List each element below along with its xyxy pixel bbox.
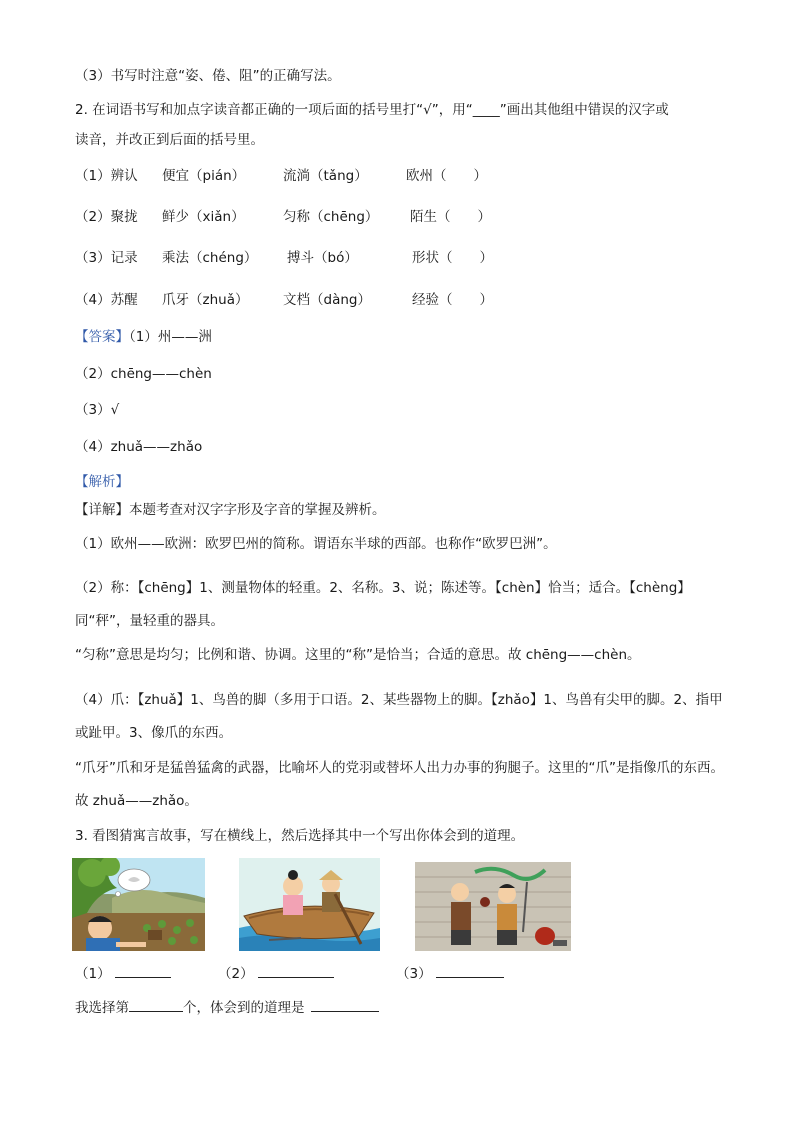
answer-blank-1[interactable] bbox=[115, 963, 171, 978]
row-number: （3）记录 bbox=[75, 250, 138, 266]
row-number: （1）辨认 bbox=[75, 168, 138, 184]
analysis-paragraph-3: “匀称”意思是均匀；比例和谐、协调。这里的“称”是恰当；合适的意思。故 chēng——chèn。 bbox=[75, 647, 641, 663]
q2-stem-line1: 2. 在词语书写和加点字读音都正确的一项后面的括号里打“√”，用“____”画出其他组中错误的汉字或 bbox=[75, 102, 669, 118]
illustration-spear-shield bbox=[415, 862, 571, 951]
row-answer-box: 形状（ ） bbox=[412, 250, 493, 266]
answer-2: （2）chēng——chèn bbox=[75, 366, 212, 382]
reason-blank[interactable] bbox=[311, 997, 379, 1012]
analysis-paragraph-4: （4）爪：【zhuǎ】1、鸟兽的脚（多用于口语。2、某些器物上的脚。【zhǎo】1、鸟兽有尖甲的脚。2、指甲或趾甲。3、像爪的东西。 bbox=[75, 692, 723, 741]
answer-blank-3[interactable] bbox=[436, 963, 504, 978]
row-number: （4）苏醒 bbox=[75, 292, 138, 308]
answer-4: （4）zhuǎ——zhǎo bbox=[75, 439, 203, 455]
answer-3: （3）√ bbox=[75, 402, 120, 418]
answer-1: （1）州——洲 bbox=[129, 329, 212, 345]
row-word: 匀称（chēng） bbox=[283, 209, 379, 225]
analysis-paragraph-2: （2）称：【chēng】1、测量物体的轻重。2、名称。3、说；陈述等。【chèn】恰当；适合。【chèng】同“秤”，量轻重的器具。 bbox=[75, 580, 691, 629]
analysis-paragraph-5: “爪牙”爪和牙是猛兽猛禽的武器，比喻坏人的党羽或替坏人出力办事的狗腿子。这里的“爪”是指像爪的东西。故 zhuǎ——zhǎo。 bbox=[75, 760, 724, 809]
row-word: 便宜（pián） bbox=[162, 168, 246, 184]
q3-blank-1 bbox=[75, 963, 171, 984]
answer-line-1 bbox=[75, 327, 212, 347]
q2-stem-line2: 读音，并改正到后面的括号里。 bbox=[75, 132, 264, 148]
q3-label-1: （1） bbox=[75, 966, 111, 982]
detail-line bbox=[75, 500, 386, 520]
q3-label-2: （2） bbox=[218, 966, 254, 982]
row-word: 搏斗（bó） bbox=[287, 250, 358, 266]
q3-choose-line bbox=[75, 997, 379, 1018]
answer-blank-2[interactable] bbox=[258, 963, 334, 978]
row-answer-box: 陌生（ ） bbox=[410, 209, 491, 225]
illustration-boat bbox=[239, 858, 380, 951]
q3-blank-3 bbox=[396, 963, 504, 984]
choose-mid: 个，体会到的道理是 bbox=[183, 1000, 305, 1016]
q3-stem: 3. 看图猜寓言故事，写在横线上，然后选择其中一个写出你体会到的道理。 bbox=[75, 828, 525, 844]
row-word: 鲜少（xiǎn） bbox=[162, 209, 245, 225]
detail-tag: 【详解】 bbox=[75, 502, 129, 518]
q1-note: （3）书写时注意“姿、倦、阻”的正确写法。 bbox=[75, 68, 341, 84]
analysis-paragraph-1: （1）欧州——欧洲：欧罗巴州的简称。谓语东半球的西部。也称作“欧罗巴洲”。 bbox=[75, 536, 557, 552]
row-answer-box: 经验（ ） bbox=[412, 292, 493, 308]
analysis-tag: 【解析】 bbox=[75, 474, 129, 490]
detail-text: 本题考查对汉字字形及字音的掌握及辨析。 bbox=[129, 502, 386, 518]
row-word: 文档（dàng） bbox=[283, 292, 371, 308]
q3-blank-2 bbox=[218, 963, 334, 984]
row-answer-box: 欧州（ ） bbox=[406, 168, 487, 184]
choose-number-blank[interactable] bbox=[129, 997, 183, 1012]
q3-label-3: （3） bbox=[396, 966, 432, 982]
illustration-farmer-stump bbox=[72, 858, 205, 951]
row-word: 流淌（tǎng） bbox=[283, 168, 368, 184]
row-word: 乘法（chéng） bbox=[162, 250, 258, 266]
answer-tag: 【答案】 bbox=[75, 329, 129, 345]
row-number: （2）聚拢 bbox=[75, 209, 138, 225]
choose-prefix: 我选择第 bbox=[75, 1000, 129, 1016]
row-word: 爪牙（zhuǎ） bbox=[162, 292, 249, 308]
